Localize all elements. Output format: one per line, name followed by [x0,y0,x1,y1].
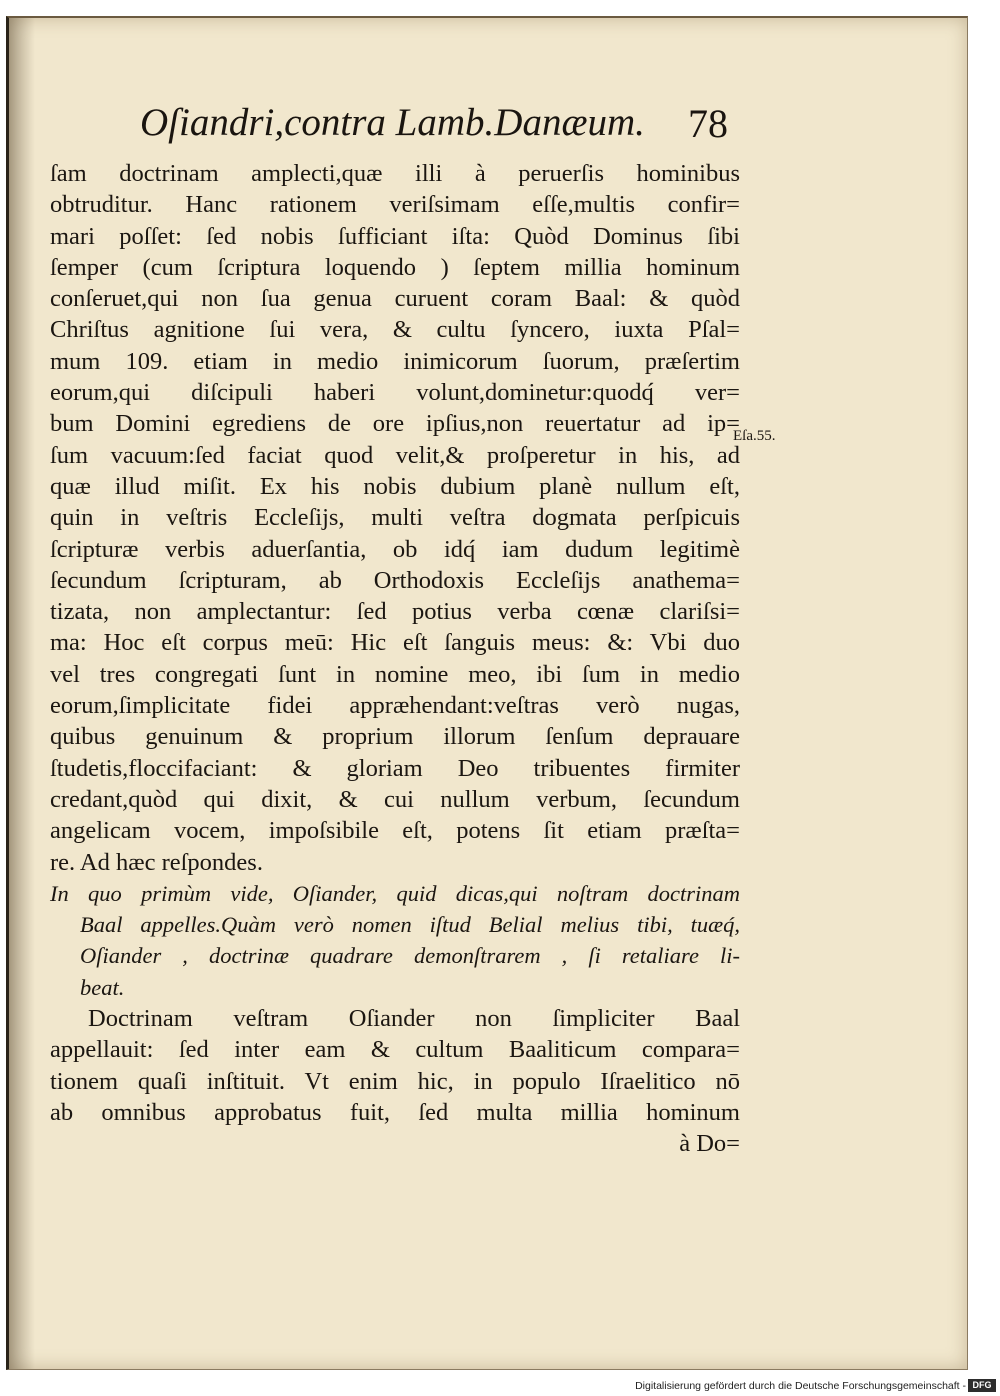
text-line: appellauit: ſed inter eam & cultum Baaliticum compara= [50,1036,740,1064]
text-line: re. Ad hæc reſpondes. [50,848,263,876]
first-paragraph [50,158,740,878]
italic-line: Baal appelles.Quàm verò nomen iſtud Belial melius tibi, tuæq́, [80,912,740,938]
catchword: à Do= [679,1130,740,1158]
text-line: tizata, non amplectantur: ſed potius verba cœnæ clariſsi= [50,598,740,626]
running-head-title: Oſiandri,contra Lamb.Danæum. [140,101,645,144]
text-line: tionem quaſi inſtituit. Vt enim hic, in populo Iſraelitico nō [50,1067,740,1095]
text-line: Doctrinam veſtram Oſiander non ſimpliciter Baal [88,1005,740,1033]
second-paragraph [50,1003,740,1159]
text-line: quin in veſtris Eccleſijs, multi veſtra dogmata perſpicuis [50,504,740,532]
italic-line: Oſiander , doctrinæ quadrare demonſtrarem , ſi retaliare li- [80,943,740,969]
text-line: Chriſtus agnitione ſui vera, & cultu ſyncero, iuxta Pſal= [50,316,740,344]
text-line: ſum vacuum:ſed faciat quod velit,& proſperetur in his, ad [50,441,740,469]
text-line: mum 109. etiam in medio inimicorum ſuorum, præſertim [50,347,740,375]
text-line: ſam doctrinam amplecti,quæ illi à peruerſis hominibus [50,160,740,187]
text-line: ſcripturæ verbis aduerſantia, ob idq́ iam dudum legitimè [50,535,740,563]
text-line: quæ illud miſit. Ex his nobis dubium planè nullum eſt, [50,472,740,500]
text-line: vel tres congregati ſunt in nomine meo, ibi ſum in medio [50,660,740,688]
text-line: mari poſſet: ſed nobis ſufficiant iſta: Quòd Dominus ſibi [50,222,740,250]
page-number: 78 [688,101,728,146]
gutter-shadow [9,18,35,1369]
italic-quotation [50,878,740,1003]
text-line: ſemper (cum ſcriptura loquendo ) ſeptem millia hominum [50,253,740,281]
dfg-logo: DFG [968,1379,996,1392]
text-line: quibus genuinum & proprium illorum ſenſum deprauare [50,723,740,751]
text-line: angelicam vocem, impoſsibile eſt, potens ſit etiam præſta= [50,817,740,845]
italic-line: beat. [80,974,125,1000]
text-line: bum Domini egrediens de ore ipſius,non reuertatur ad ip= [50,410,740,438]
text-line: eorum,qui diſcipuli haberi volunt,dominetur:quodq́ ver= [50,379,740,407]
marginal-note: Eſa.55. [733,428,776,444]
text-line: ſtudetis,floccifaciant: & gloriam Deo tribuentes firmiter [50,754,740,782]
text-line: obtruditur. Hanc rationem veriſsimam eſſe,multis confir= [50,191,740,219]
main-text-block [50,158,740,1160]
text-line: ab omnibus approbatus fuit, ſed multa millia hominum [50,1098,740,1126]
text-line: credant,quòd qui dixit, & cui nullum verbum, ſecundum [50,785,740,813]
text-line: eorum,ſimplicitate fidei appræhendant:veſtras verò nugas, [50,692,740,720]
text-line: ſecundum ſcripturam, ab Orthodoxis Eccleſijs anathema= [50,566,740,594]
text-line: ma: Hoc eſt corpus meū: Hic eſt ſanguis meus: &: Vbi duo [50,629,740,657]
italic-line: In quo primùm vide, Oſiander, quid dicas,qui noſtram doctrinam [50,880,740,906]
digitization-credit: Digitalisierung gefördert durch die Deutsche Forschungsgemeinschaft - [635,1380,966,1392]
text-line: conſeruet,qui non ſua genua curuent coram Baal: & quòd [50,285,740,313]
